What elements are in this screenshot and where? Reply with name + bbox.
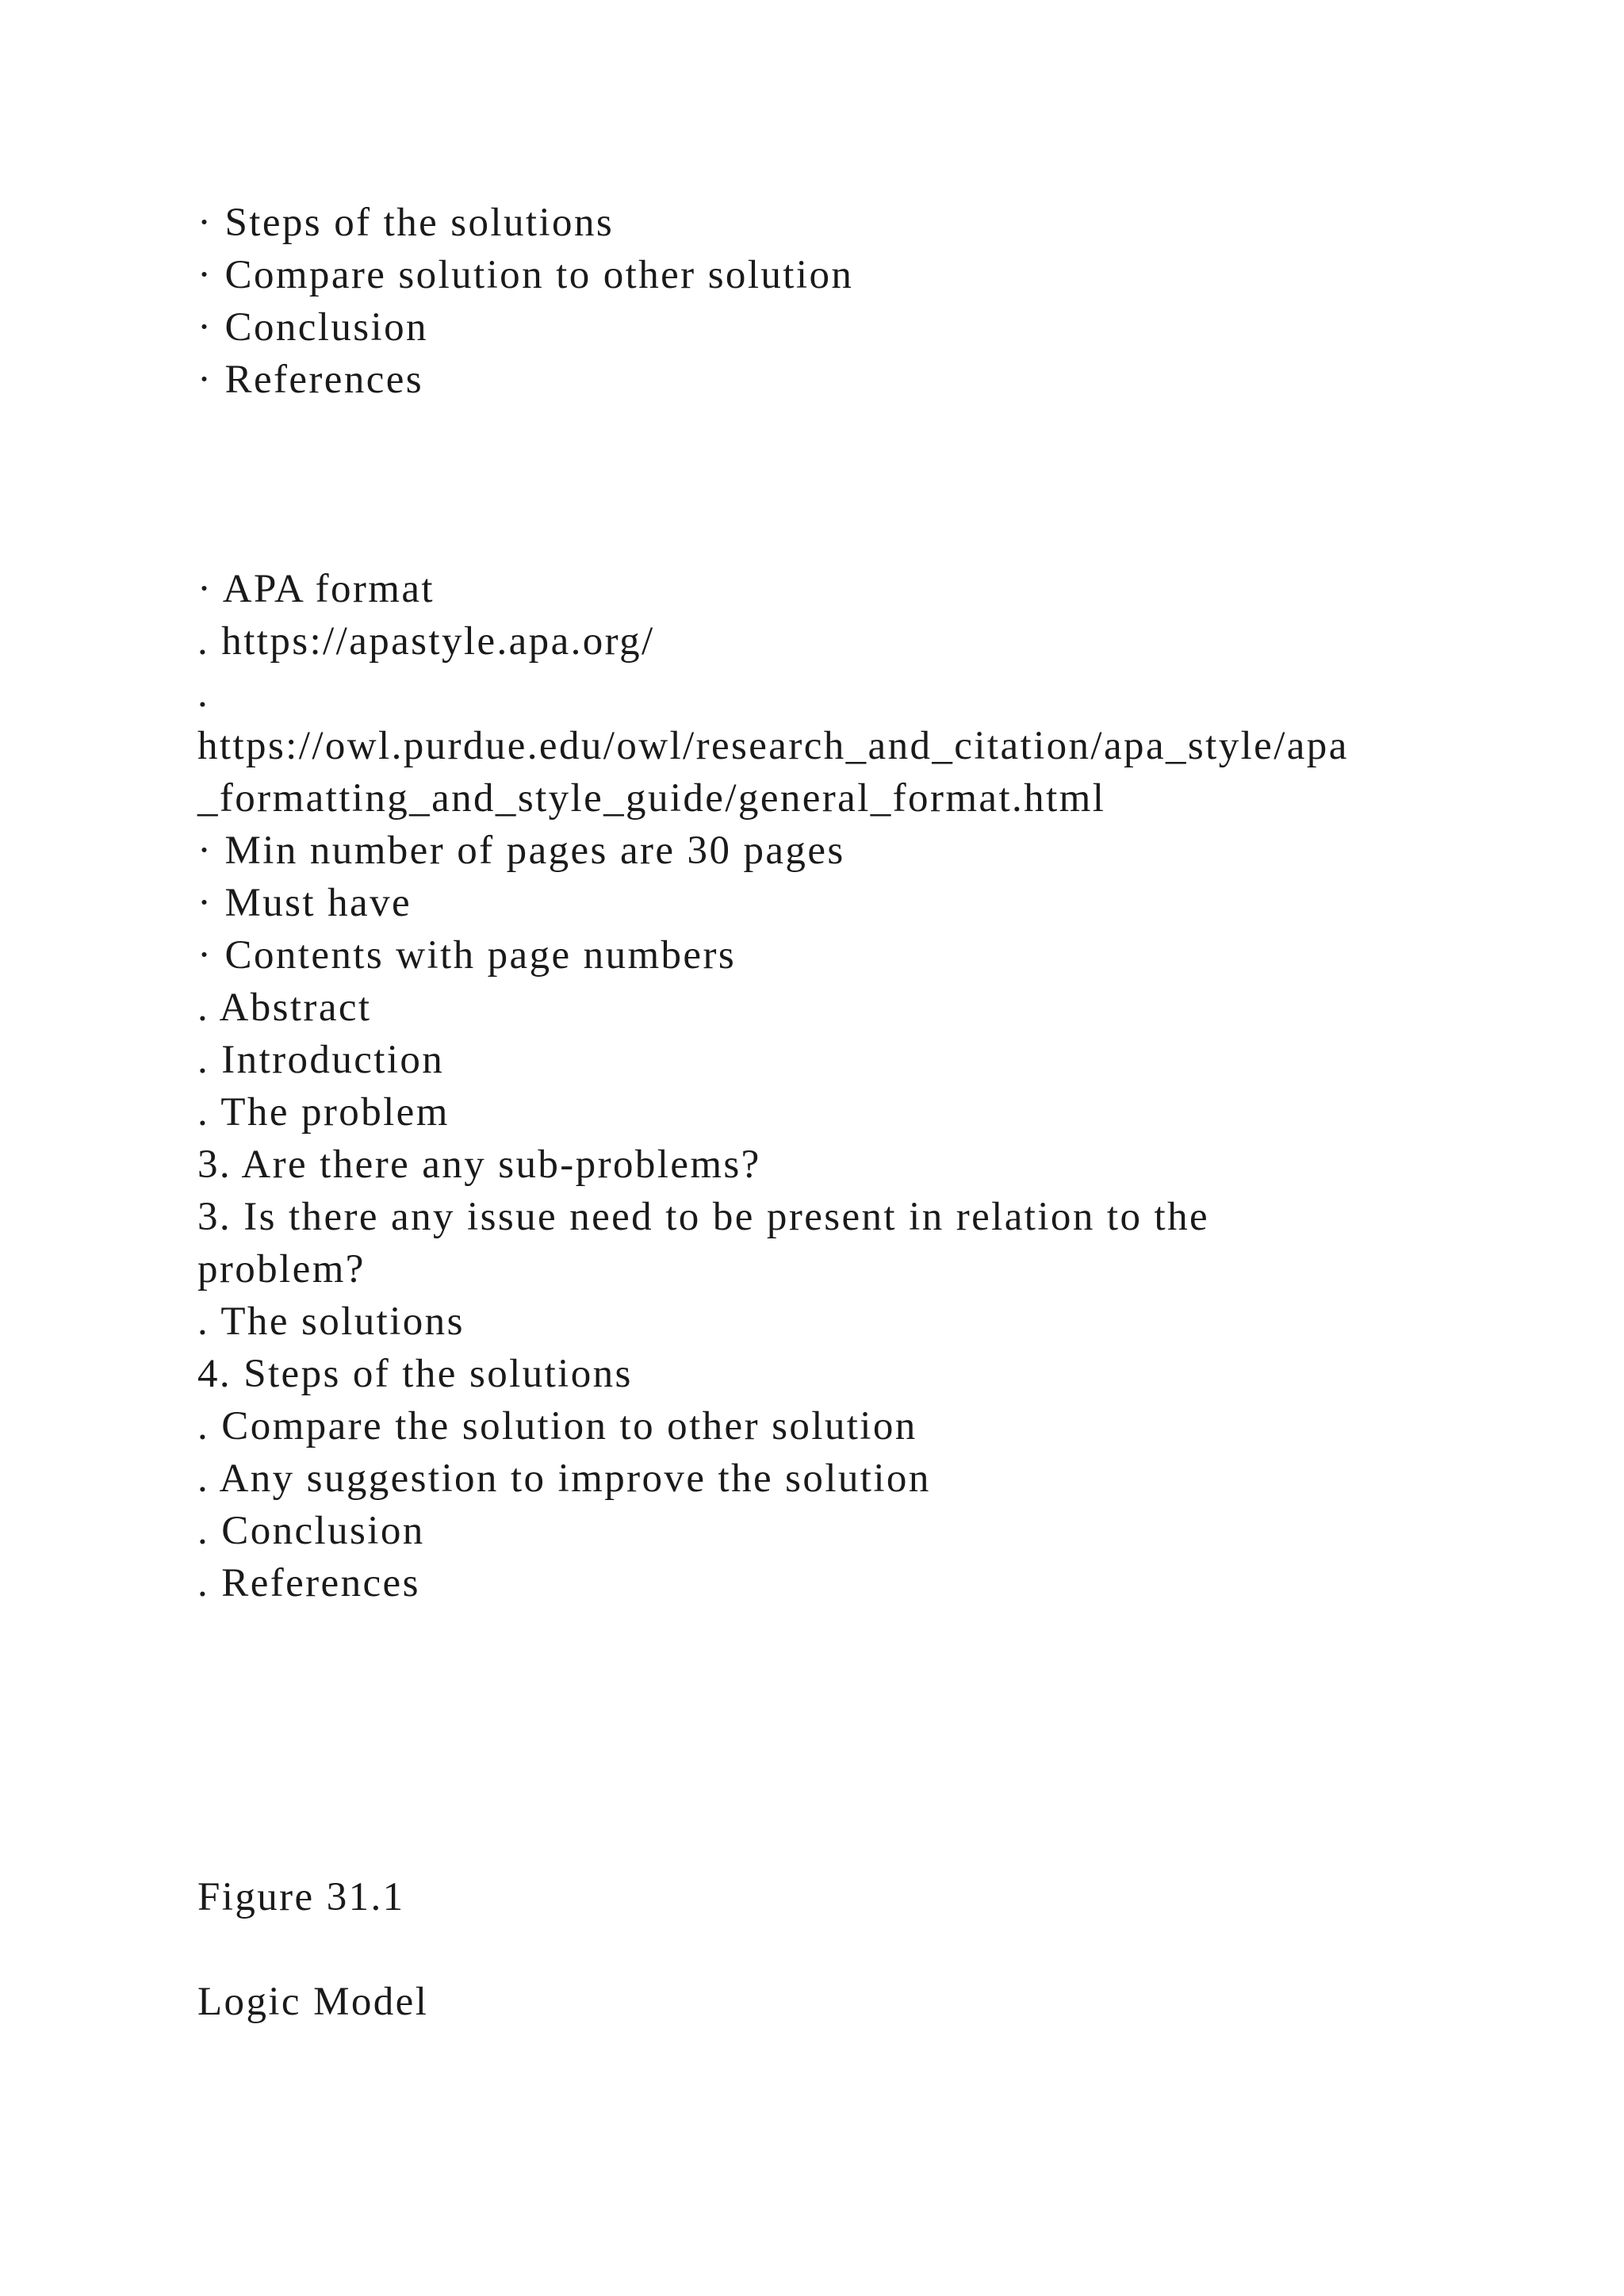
list-item: · APA format [197, 567, 435, 611]
list-item: 4. Steps of the solutions [197, 1352, 633, 1396]
list-item: · Contents with page numbers [197, 933, 737, 978]
list-item: . Abstract [197, 985, 372, 1030]
list-item: · Conclusion [197, 305, 428, 350]
list-item: 3. Is there any issue need to be present in relation to the [197, 1195, 1210, 1239]
list-item: . Any suggestion to improve the solution [197, 1456, 931, 1501]
list-item: problem? [197, 1247, 366, 1292]
list-item: . The problem [197, 1090, 450, 1135]
link-text: _formatting_and_style_guide/general_format.html [197, 776, 1106, 821]
list-item: · Must have [197, 881, 412, 925]
list-item: . References [197, 1561, 420, 1605]
figure-title: Logic Model [197, 1980, 429, 2024]
list-item: . [197, 672, 210, 716]
list-item: · References [197, 358, 424, 402]
list-item: 3. Are there any sub-problems? [197, 1142, 761, 1187]
list-item: . Compare the solution to other solution [197, 1404, 917, 1448]
list-item: . Introduction [197, 1038, 445, 1082]
list-item: · Min number of pages are 30 pages [197, 828, 845, 873]
list-item: . The solutions [197, 1299, 465, 1344]
list-item: . Conclusion [197, 1509, 425, 1553]
link-text: . https://apastyle.apa.org/ [197, 619, 655, 664]
link-text: https://owl.purdue.edu/owl/research_and_citation/apa_style/apa [197, 724, 1349, 768]
list-item: · Compare solution to other solution [197, 253, 854, 297]
list-item: · Steps of the solutions [197, 201, 615, 245]
figure-label: Figure 31.1 [197, 1875, 405, 1919]
